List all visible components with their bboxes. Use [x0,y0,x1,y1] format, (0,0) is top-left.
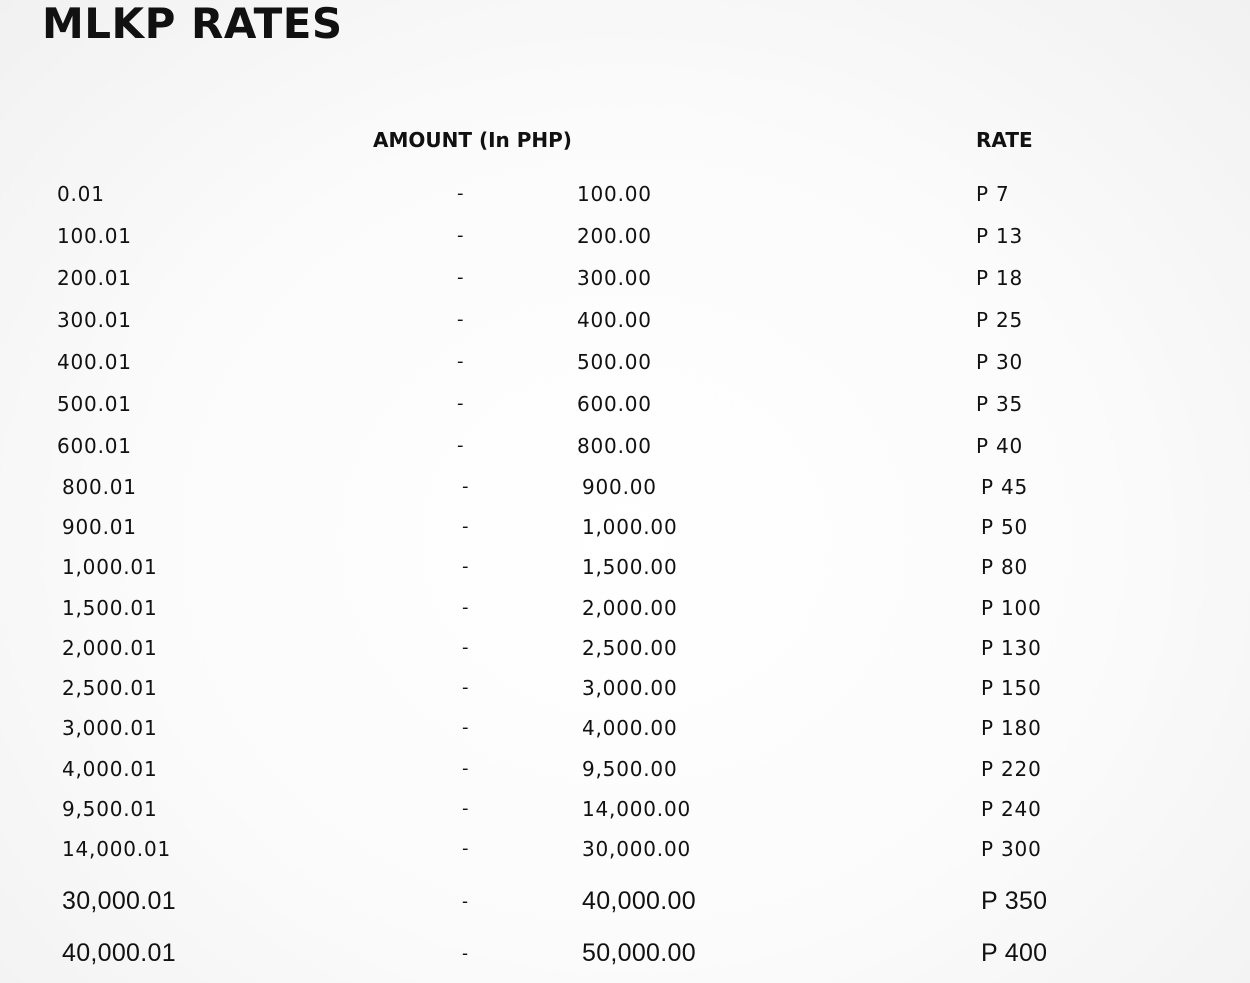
amount-to: 14,000.00 [582,797,691,821]
amount-to: 1,500.00 [582,555,678,579]
range-separator: - [462,891,469,911]
range-separator: - [462,516,470,537]
amount-from: 500.01 [57,392,132,416]
rate-value: P 35 [976,392,1024,416]
amount-from: 200.01 [57,266,132,290]
amount-to: 9,500.00 [582,757,678,781]
amount-to: 3,000.00 [582,676,678,700]
rate-value: P 130 [981,636,1042,660]
amount-from: 400.01 [57,350,132,374]
amount-from: 800.01 [62,475,137,499]
range-separator: - [457,183,465,204]
amount-to: 30,000.00 [582,837,691,861]
range-separator: - [462,677,470,698]
amount-from: 900.01 [62,515,137,539]
rate-value: P 13 [976,224,1024,248]
rate-value: P 40 [976,434,1024,458]
range-separator: - [462,597,470,618]
amount-to: 200.00 [577,224,652,248]
amount-to: 2,000.00 [582,596,678,620]
amount-to: 4,000.00 [582,716,678,740]
rate-value: P 25 [976,308,1024,332]
rate-value: P 30 [976,350,1024,374]
amount-to: 400.00 [577,308,652,332]
range-separator: - [457,267,465,288]
rate-row [0,348,1250,388]
amount-to: 50,000.00 [582,939,696,967]
range-separator: - [457,393,465,414]
rate-row [0,222,1250,262]
rate-value: P 80 [981,555,1029,579]
amount-from: 2,500.01 [62,676,158,700]
amount-to: 40,000.00 [582,887,696,915]
amount-from: 40,000.01 [62,939,176,967]
rate-value: P 7 [976,182,1010,206]
amount-from: 4,000.01 [62,757,158,781]
rate-row [0,432,1250,472]
rate-value: P 220 [981,757,1042,781]
rate-row [0,634,1250,674]
rate-row [0,306,1250,346]
amount-column-header: AMOUNT (In PHP) [373,128,572,152]
range-separator: - [462,637,470,658]
amount-from: 0.01 [57,182,105,206]
amount-from: 600.01 [57,434,132,458]
range-separator: - [462,798,470,819]
amount-to: 300.00 [577,266,652,290]
range-separator: - [462,476,470,497]
range-separator: - [457,225,465,246]
amount-to: 800.00 [577,434,652,458]
rate-row [0,755,1250,795]
range-separator: - [462,758,470,779]
range-separator: - [457,435,465,456]
amount-from: 100.01 [57,224,132,248]
amount-from: 9,500.01 [62,797,158,821]
rate-row [0,513,1250,553]
rate-row [0,835,1250,875]
range-separator: - [462,838,470,859]
rate-row [0,594,1250,634]
range-separator: - [462,556,470,577]
rate-row [0,674,1250,714]
rate-row [0,264,1250,304]
rate-value: P 100 [981,596,1042,620]
amount-from: 2,000.01 [62,636,158,660]
rate-row [0,795,1250,835]
rate-value: P 150 [981,676,1042,700]
rate-value: P 240 [981,797,1042,821]
range-separator: - [462,717,470,738]
rate-value: P 180 [981,716,1042,740]
amount-to: 2,500.00 [582,636,678,660]
rate-row [0,885,1250,925]
range-separator: - [457,351,465,372]
amount-from: 1,000.01 [62,555,158,579]
amount-from: 30,000.01 [62,887,176,915]
amount-to: 900.00 [582,475,657,499]
rate-value: P 350 [981,887,1048,915]
rate-row [0,937,1250,977]
amount-to: 500.00 [577,350,652,374]
rate-value: P 400 [981,939,1048,967]
rate-row [0,553,1250,593]
rate-row [0,473,1250,513]
rate-column-header: RATE [976,128,1033,152]
range-separator: - [462,943,469,963]
amount-to: 100.00 [577,182,652,206]
rate-value: P 50 [981,515,1029,539]
amount-from: 3,000.01 [62,716,158,740]
amount-from: 1,500.01 [62,596,158,620]
rate-value: P 18 [976,266,1024,290]
amount-from: 14,000.01 [62,837,171,861]
amount-from: 300.01 [57,308,132,332]
rate-row [0,390,1250,430]
rate-row [0,180,1250,220]
amount-to: 600.00 [577,392,652,416]
page-title: MLKP RATES [42,0,343,48]
range-separator: - [457,309,465,330]
rate-value: P 300 [981,837,1042,861]
rate-value: P 45 [981,475,1029,499]
amount-to: 1,000.00 [582,515,678,539]
rate-row [0,714,1250,754]
